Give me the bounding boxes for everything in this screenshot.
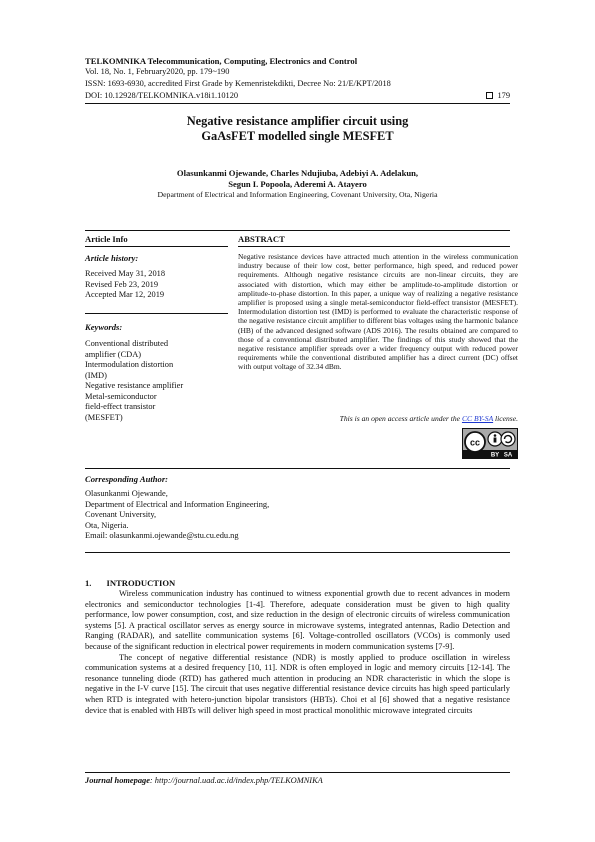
intro-paragraph-1: Wireless communication industry has continued to witness exponential growth due to recent advances in modern electronics and semiconductor technologies [1-4]. Therefore, adequate consideration must be given to high quality performance, low power consumption, cost, and size reduction in the design of electronic circuits of wireless communication systems [5]. A practical oscillator serves as energy source in microwave systems, integrated antennas, Radio Detection and Ranging (RADAR), and satellite communication systems [6]. Voltage-controlled oscillators (VCOs) is commonly used because of the significant reduction in electrical power requirements in modern communication systems [7-9].	[85, 589, 510, 651]
journal-name: TELKOMNIKA Telecommunication, Computing, Electronics and Control	[85, 56, 358, 66]
affiliation: Department of Electrical and Information Engineering, Covenant University, Ota, Nigeria	[157, 190, 438, 199]
volume-info: Vol. 18, No. 1, February2020, pp. 179~190	[85, 67, 230, 76]
history-heading: Article history:	[85, 253, 139, 263]
keyword-line: Negative resistance amplifier	[85, 381, 184, 390]
by-icon	[494, 438, 497, 443]
title-line-1: Negative resistance amplifier circuit using	[186, 114, 409, 128]
cc-by-sa-link[interactable]: CC BY-SA	[461, 414, 494, 423]
cc-icon: cc	[469, 437, 481, 448]
keyword-line: Metal-semiconductor	[85, 391, 157, 401]
authors-line-1: Olasunkanmi Ojewande, Charles Ndujiuba, Adebiyi A. Adelakun,	[176, 168, 419, 178]
keyword-line: amplifier (CDA)	[85, 349, 142, 359]
footer-rule	[85, 772, 510, 773]
corresponding-details	[85, 489, 269, 542]
journal-homepage	[85, 776, 323, 785]
open-access-note	[238, 414, 518, 423]
info-right-rule	[238, 246, 510, 247]
author-name: Olasunkanmi Ojewande,	[85, 489, 168, 498]
history-list	[85, 269, 165, 301]
abstract-text: Negative resistance devices have attracted much attention in the wireless communication industry because of their low cost, better performance, high speed, and reduced power requirements. Although negative resistance circuits are non-linear circuits, they are associated with distortion, which may either be amplitude-to-amplitude distortion or amplitude-to-phase distortion. In this paper, a unique way of realizing a negative resistance amplifier is proposed using a single metal-semiconductor field-effect transistor (MESFET). Intermodulation distortion test (IMD) is performed to evaluate the characteristic response of the negative resistance circuit amplifier to different bias voltages using the harmonic balance (HB) of the advanced designed software (ADS 2016). The results obtained are compared to those of a conventional distributed amplifier. The findings of this study showed that the negative resistance amplifier spreads over a wider frequency output with reduced power requirements while the conventional distributed amplifier has a direct current (DC) offset with output voltage of 32.34 dBm.	[238, 252, 518, 372]
sa-label: SA	[503, 452, 513, 458]
introduction-heading: 1. INTRODUCTION	[85, 578, 176, 588]
author-university: Covenant University,	[85, 510, 157, 519]
info-left-rule	[85, 246, 228, 247]
homepage-url[interactable]: : http://journal.uad.ac.id/index.php/TELKOMNIKA	[149, 776, 323, 785]
doi-info: DOI: 10.12928/TELKOMNIKA.v18i1.10120	[85, 91, 239, 100]
oa-prefix: This is an open access article under the	[339, 414, 462, 423]
page-number: 179	[497, 91, 510, 100]
issn-info: ISSN: 1693-6930, accredited First Grade by Kemenristekdikti, Decree No: 21/E/KPT/2018	[85, 79, 391, 88]
author-list	[85, 168, 510, 190]
introduction-body	[85, 589, 510, 716]
abstract-heading: ABSTRACT	[238, 234, 285, 244]
author-department: Department of Electrical and Information Engineering,	[85, 499, 270, 509]
authors-line-2: Segun I. Popoola, Aderemi A. Atayero	[228, 179, 367, 189]
info-top-rule	[85, 230, 510, 231]
cc-by-sa-badge[interactable]	[462, 428, 518, 459]
oa-suffix: license.	[493, 414, 518, 423]
info-bottom-rule	[85, 468, 510, 469]
corresponding-heading: Corresponding Author:	[85, 474, 169, 484]
keyword-line: (IMD)	[85, 370, 107, 380]
homepage-label: Journal homepage	[85, 776, 150, 785]
author-location: Ota, Nigeria.	[85, 520, 129, 530]
article-info-heading: Article Info	[85, 234, 128, 244]
page-box-icon	[486, 92, 493, 99]
corresponding-bottom-rule	[85, 552, 510, 553]
by-label: BY	[490, 452, 500, 458]
keywords-heading: Keywords:	[85, 322, 123, 332]
paper-title	[85, 114, 510, 143]
accepted-date: Accepted Mar 12, 2019	[85, 290, 165, 299]
header-rule	[85, 103, 510, 104]
keyword-line: Conventional distributed	[85, 339, 169, 348]
keywords-list	[85, 339, 233, 423]
revised-date: Revised Feb 23, 2019	[85, 279, 159, 289]
intro-paragraph-2: The concept of negative differential resistance (NDR) is mostly applied to produce oscillation in wireless communication systems at a desired frequency [10, 11]. NDR is often employed in logic and memory circuits [12-14]. The resonance tunneling diode (RTD) has gathered much attention in producing an NDR characteristic in which the slope is negative in the I-V curve [15]. The circuit that uses negative differential resistance device circuits has high speed particularly when RTD is integrated with hetero-junction bipolar transistors (HBTs). Choi et al [6] showed that a negative resistance device that is enabled with HBTs will deliver high speed in most practical monolithic microwave integrated circuits	[85, 652, 510, 715]
author-email[interactable]: Email: olasunkanmi.ojewande@stu.cu.edu.ng	[85, 531, 239, 540]
received-date: Received May 31, 2018	[85, 269, 166, 278]
title-line-2: GaAsFET modelled single MESFET	[201, 128, 394, 143]
cc-badge-graphic	[463, 429, 517, 458]
keyword-line: (MESFET)	[85, 412, 123, 422]
keyword-line: field-effect transistor	[85, 402, 156, 411]
keyword-line: Intermodulation distortion	[85, 360, 174, 369]
page-number-block	[486, 91, 510, 100]
keywords-rule	[85, 313, 228, 314]
